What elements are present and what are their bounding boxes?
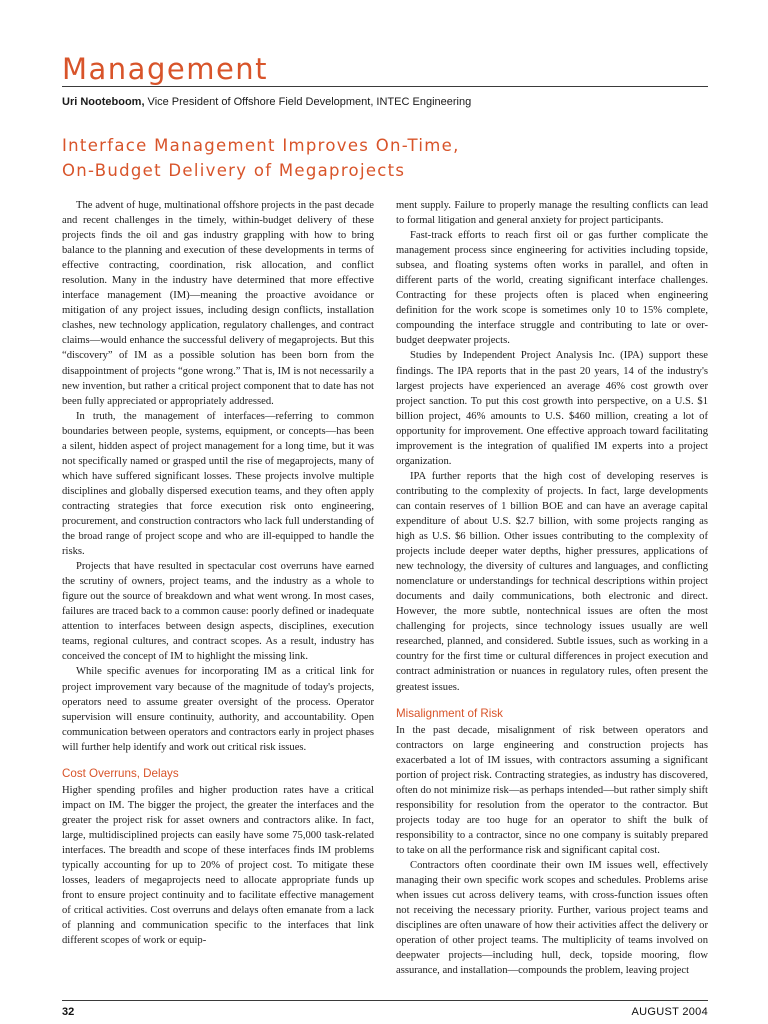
paragraph: The advent of huge, multinational offshore projects in the past decade and recent challenges in the timely, within-budget delivery of these projects finds the oil and gas industry grappling with how to bring balance to the planning and execution of these developments in terms of effective contracting, coordination, risk allocation, and conflict resolution. Many in the industry have determined that more effective interface management (IM)—meaning the proactive avoidance or mitigation of any project issues, including design conflicts, installation clashes, new technology application, regulatory challenges, and contract claims—would enhance the successful delivery of megaprojects. But this “discovery” of IM as a possible solution has been born from the disappointment of projects “gone wrong.” That is, IM is not necessarily a new invention, but rather a critical project component that to date has not been fully appreciated or appropriately addressed. (62, 200, 374, 407)
byline-role: Vice President of Offshore Field Development, INTEC Engineering (144, 96, 472, 108)
left-column (62, 198, 374, 948)
paragraph: Contractors often coordinate their own IM issues well, effectively managing their own specific work scopes and schedules. Problems arise when issues cut across delivery teams, with cross-function issues often not receiving the necessary priority. Further, various project teams and disciplines are often unaware of how their activities affect the delivery or operation of other project teams. The multiplicity of teams involved on deepwater projects—including hull, deck, topside mooring, flow assurance, and installation—compounds the problem, leaving project (396, 859, 708, 977)
paragraph: Higher spending profiles and higher production rates have a critical impact on IM. The bigger the project, the greater the interfaces and the greater the project risk for asset owners and contractors alike. In fact, large, multidisciplined projects can easily have some 75,000 task-related interfaces. The breadth and scope of these interfaces finds IM problems typically accounting for up to 20% of project cost. To mitigate these losses, leaders of megaprojects need to allocate appropriate funds up front to ensure project continuity and to facilitate effective management of critical activities. Cost overruns and delays often emanate from a lack of planning and communication specific to the interfaces that link different scopes of work or equip- (62, 784, 374, 947)
paragraph: ment supply. Failure to properly manage the resulting conflicts can lead to formal litigation and general anxiety for project participants. (396, 200, 708, 227)
paragraph: Studies by Independent Project Analysis Inc. (IPA) support these findings. The IPA reports that in the past 20 years, 14 of the industry's largest projects have experienced an average 46% cost growth over project sanction. To put this cost growth into perspective, on a U.S. $1 billion project, 46% amounts to U.S. $460 million, creating a lot of opportunity for improvement. One effective approach toward facilitating improvement is the integration of qualified IM experts into a project organization. (396, 350, 708, 467)
byline (62, 96, 708, 108)
paragraph: IPA further reports that the high cost of developing reserves is contributing to the complexity of projects. In fact, large developments can contain reserves of 1 billion BOE and can have an average capital expenditure of about U.S. $2.7 billion, with some projects ranging as high as U.S. $6 billion. Other issues contributing to the complexity of projects include deeper water depths, higher pressures, applications of new technology, the diversity of cultures and languages, and conflicting nomenclature or understandings for technical descriptions within project documents and daily communications, both electronic and direct. However, the more subtle, nontechnical issues are often the most challenging for projects, since technology issues usually are well researched, planned, and considered. Subtle issues, such as working in a country for the first time or cultural differences in project execution and contract administration or nuances in regulatory rules, often present the greatest issues. (396, 470, 708, 693)
paragraph: In truth, the management of interfaces—referring to common boundaries between people, systems, equipment, or concepts—has been a silent, hidden aspect of project management for a long time, but it was not specifically named or grasped until the rise of megaprojects, many of which have suffered significant losses. These projects involve multiple disciplines and globally dispersed execution teams, and they often apply contracting strategies that force execution risk onto engineering, procurement, and construction contractors who lack full understanding of the broad range of project scope and who are ill-equipped to handle the risks. (62, 410, 374, 558)
article-title-line-2: On-Budget Delivery of Megaprojects (62, 161, 406, 180)
issue-date: AUGUST 2004 (631, 1006, 708, 1018)
paragraph: Projects that have resulted in spectacular cost overruns have earned the scrutiny of owners, project teams, and the industry as a whole to figure out the source of breakdown and what went wrong. In most cases, failures are traced back to a common cause: poorly defined or inadequate attention to interfaces between design aspects, disciplines, execution teams, regional cultures, and contract scopes. As a result, industry has conceived the concept of IM to highlight the missing link. (62, 561, 374, 663)
header-rule (62, 86, 708, 87)
paragraph: Fast-track efforts to reach first oil or gas further complicate the management process since engineering for activities including topside, subsea, and floating systems often works in parallel, and often in different parts of the world, creating significant interface challenges. Contracting for these projects often is placed when engineering definition for the work scope is sometimes only 10 to 15% complete, compounding the interface struggle and contributing to late or over-budget deepwater projects. (396, 230, 708, 347)
subheading-cost-overruns: Cost Overruns, Delays (62, 766, 179, 780)
subheading-misalignment-of-risk: Misalignment of Risk (396, 706, 503, 720)
paragraph: In the past decade, misalignment of risk between operators and contractors on large engineering and construction projects has exacerbated a lot of IM issues, with contractors assuming a significant portion of project risk. Contracting strategies, as industry has discovered, often do not minimize risk—as perhaps intended—but rather simply shift responsibility for resolution from the operator to the contractor. But projects today are too huge for an operator to shift the bulk of responsibility to a contractor, since no one company is suitably prepared to take on all the performance risk and significant capital cost. (396, 724, 708, 856)
page-number: 32 (62, 1006, 75, 1018)
article-title (62, 133, 708, 183)
footer-rule (62, 1000, 708, 1001)
byline-author: Uri Nooteboom, (62, 96, 145, 108)
article-title-line-1: Interface Management Improves On-Time, (62, 136, 460, 155)
section-heading: Management (62, 52, 269, 86)
paragraph: While specific avenues for incorporating IM as a critical link for project improvement vary because of the magnitude of today's projects, operators need to assume greater oversight of the process. Operator supervision will ensure continuity, authority, and accountability. Open communication between operators and contractors early in project phases will further help identify and work out critical risk issues. (62, 666, 374, 753)
right-column (396, 198, 708, 978)
